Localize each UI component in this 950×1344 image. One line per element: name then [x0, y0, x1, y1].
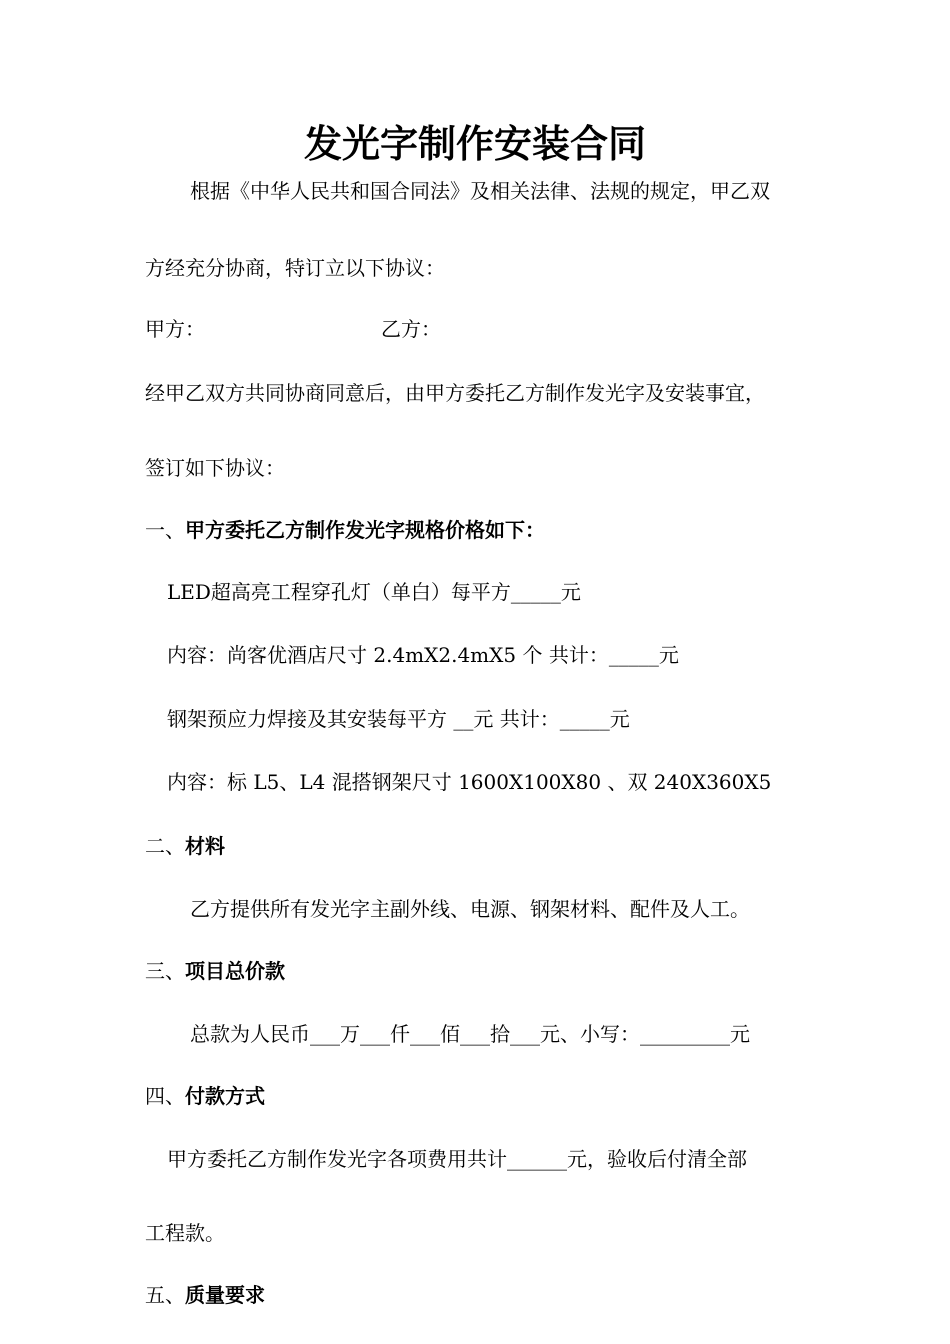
section-3-text: [190, 1020, 750, 1048]
party-a-label: 甲方：: [145, 317, 205, 341]
parties-line: [145, 315, 441, 343]
section-4-text-1: [167, 1145, 747, 1173]
spec-item-4: 内容：标 L5、L4 混搭钢架尺寸 1600X100X80 、双 240X360X5: [167, 770, 772, 794]
spec-item-2: [167, 641, 679, 669]
qian-label: 仟: [390, 1022, 410, 1046]
spec-item-1: [167, 578, 581, 606]
bai-blank: ___: [410, 1022, 440, 1046]
yuan-small-label: 元、小写：: [540, 1022, 640, 1046]
yuan-blank: ___: [510, 1022, 540, 1046]
unit-label: 元: [658, 643, 679, 667]
wan-blank: ___: [310, 1022, 340, 1046]
payment-blank: ______: [507, 1147, 567, 1171]
shi-label: 拾: [490, 1022, 510, 1046]
contract-title: 发光字制作安装合同: [303, 122, 646, 166]
qian-blank: ___: [360, 1022, 390, 1046]
section-5-number: 五、: [145, 1283, 185, 1307]
price-blank: _____: [510, 580, 561, 604]
agreement-line-1: 经甲乙双方共同协商同意后，由甲方委托乙方制作发光字及安装事宜，: [145, 381, 765, 405]
section-4-heading: [145, 1082, 265, 1110]
spec-item-2-text: 内容：尚客优酒店尺寸 2.4mX2.4mX5 个 共计：: [167, 643, 609, 667]
total-blank: _____: [559, 707, 610, 731]
spec-item-3-text: 钢架预应力焊接及其安装每平方: [167, 707, 454, 731]
section-5-heading: [145, 1281, 265, 1309]
section-2-number: 二、: [145, 834, 185, 858]
numeric-total-blank: _________: [640, 1022, 730, 1046]
spec-item-3: [167, 705, 630, 733]
wan-label: 万: [340, 1022, 360, 1046]
section-4-title: 付款方式: [185, 1084, 265, 1108]
party-b-label: 乙方：: [381, 317, 441, 341]
section-5-title: 质量要求: [185, 1283, 265, 1307]
intro-line-2: 方经充分协商，特订立以下协议：: [145, 256, 445, 280]
price-blank: __: [453, 707, 474, 731]
shi-blank: ___: [460, 1022, 490, 1046]
spec-item-3-mid: 元 共计：: [473, 707, 560, 731]
section-3-heading: [145, 957, 285, 985]
bai-label: 佰: [440, 1022, 460, 1046]
section-4-text-2: 工程款。: [145, 1221, 225, 1245]
section-2-text: 乙方提供所有发光字主副外线、电源、钢架材料、配件及人工。: [190, 897, 750, 921]
unit-label: 元: [730, 1022, 750, 1046]
unit-label: 元: [609, 707, 630, 731]
agreement-line-2: 签订如下协议：: [145, 456, 285, 480]
total-prefix: 总款为人民币: [190, 1022, 310, 1046]
section-3-title: 项目总价款: [185, 959, 285, 983]
section-1-heading: [145, 516, 545, 544]
section-2-heading: [145, 832, 225, 860]
payment-suffix: 元，验收后付清全部: [567, 1147, 747, 1171]
section-1-number: 一、: [145, 518, 185, 542]
unit-label: 元: [560, 580, 581, 604]
spec-item-1-text: LED超高亮工程穿孔灯（单白）每平方: [167, 580, 511, 604]
intro-line-1: 根据《中华人民共和国合同法》及相关法律、法规的规定，甲乙双: [190, 179, 770, 203]
section-3-number: 三、: [145, 959, 185, 983]
section-2-title: 材料: [185, 834, 225, 858]
section-4-number: 四、: [145, 1084, 185, 1108]
section-1-title: 甲方委托乙方制作发光字规格价格如下：: [185, 518, 545, 542]
payment-prefix: 甲方委托乙方制作发光字各项费用共计: [167, 1147, 507, 1171]
total-blank: _____: [608, 643, 659, 667]
